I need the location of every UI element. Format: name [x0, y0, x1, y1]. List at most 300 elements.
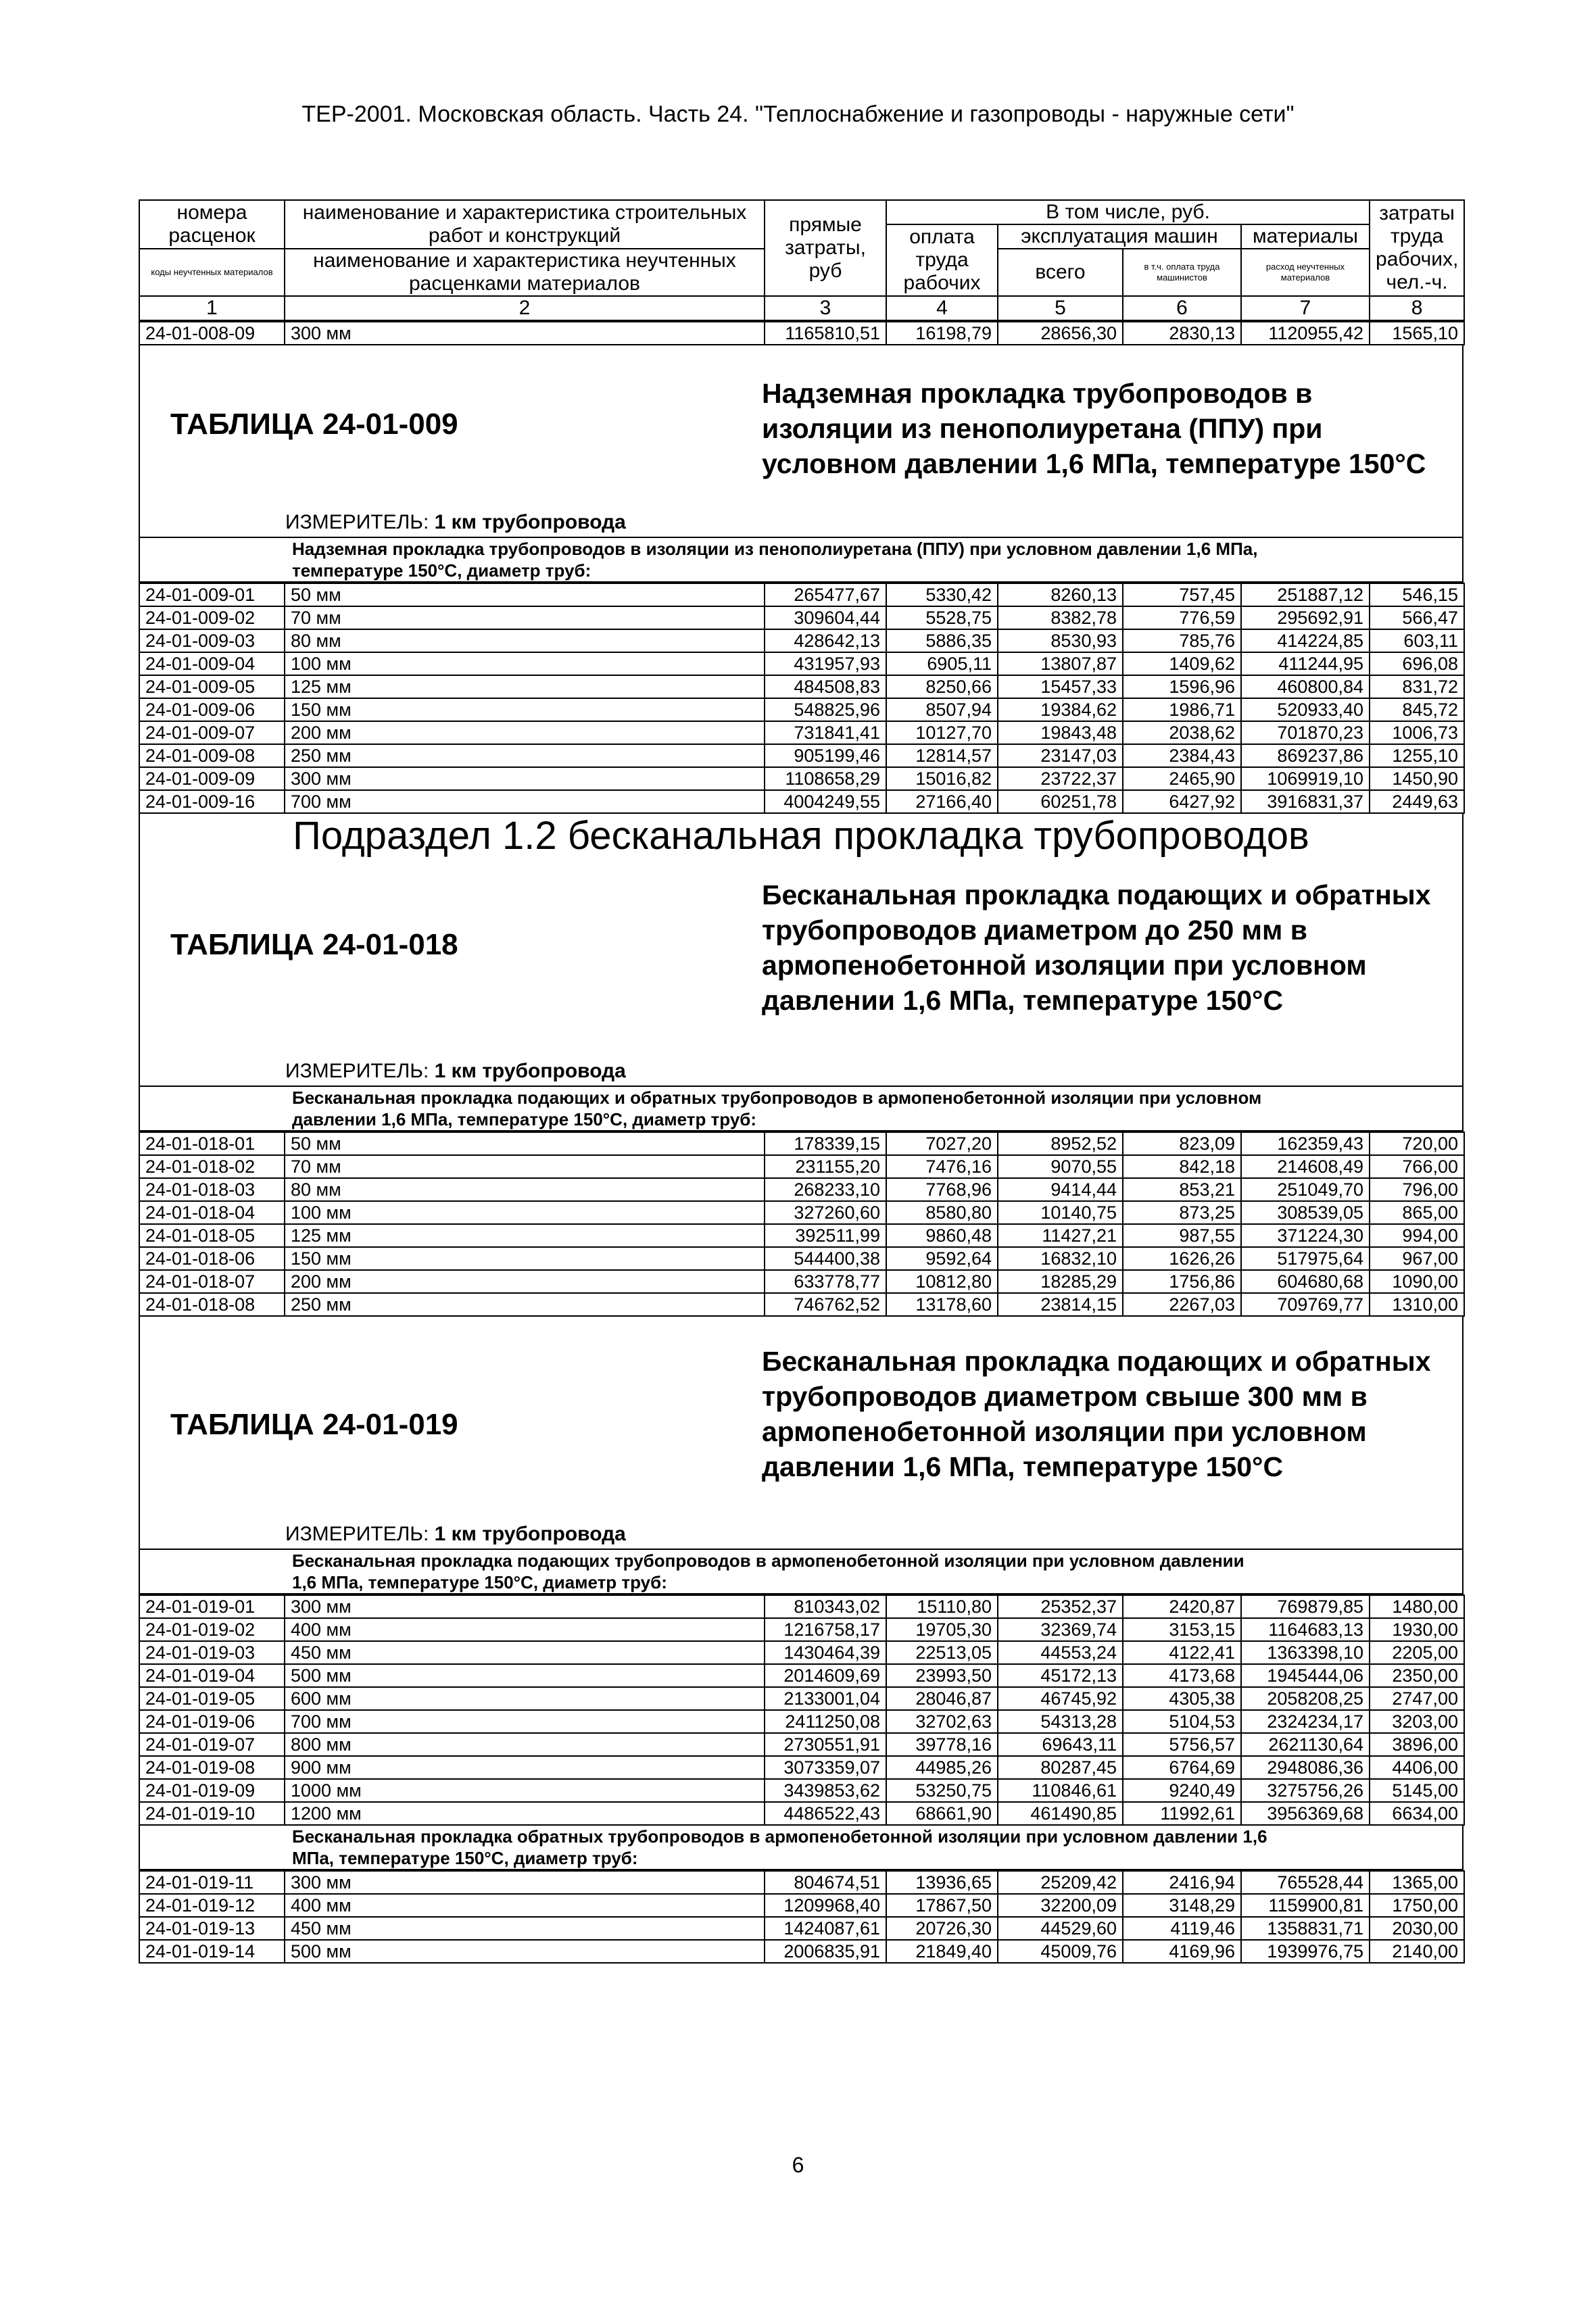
value-cell: 23722,37 [998, 767, 1123, 790]
value-cell: 769879,85 [1241, 1595, 1370, 1618]
table-row [139, 1641, 1464, 1664]
diameter-cell: 200 мм [285, 1270, 765, 1293]
value-cell: 11427,21 [998, 1224, 1123, 1247]
rate-code-cell: 24-01-009-03 [139, 629, 285, 652]
value-cell: 25209,42 [998, 1871, 1123, 1894]
table-row [139, 583, 1464, 606]
value-cell: 905199,46 [765, 744, 886, 767]
value-cell: 2324234,17 [1241, 1710, 1370, 1733]
value-cell: 2058208,25 [1241, 1687, 1370, 1710]
value-cell: 4169,96 [1123, 1940, 1241, 1963]
value-cell: 2384,43 [1123, 744, 1241, 767]
value-cell: 13807,87 [998, 652, 1123, 675]
value-cell: 4004249,55 [765, 790, 886, 813]
col-number-1: 1 [139, 296, 285, 320]
value-cell: 8382,78 [998, 606, 1123, 629]
value-cell: 9592,64 [886, 1247, 998, 1270]
value-cell: 23993,50 [886, 1664, 998, 1687]
table-018-subheader: Бесканальная прокладка подающих и обратных трубопроводов в армопенобетонной изоляции при условном давлении 1,6 МПа, температуре 150°С, диаметр труб: [139, 1087, 1464, 1131]
value-cell: 4173,68 [1123, 1664, 1241, 1687]
table-row [139, 1687, 1464, 1710]
value-cell: 1756,86 [1123, 1270, 1241, 1293]
value-cell: 22513,05 [886, 1641, 998, 1664]
value-cell: 8250,66 [886, 675, 998, 698]
value-cell: 251049,70 [1241, 1178, 1370, 1201]
value-cell: 2465,90 [1123, 767, 1241, 790]
value-cell: 15016,82 [886, 767, 998, 790]
diameter-cell: 400 мм [285, 1894, 765, 1917]
value-cell: 1209968,40 [765, 1894, 886, 1917]
rate-code-cell: 24-01-009-16 [139, 790, 285, 813]
value-cell: 8260,13 [998, 583, 1123, 606]
value-cell: 3956369,68 [1241, 1802, 1370, 1825]
table-row [139, 1710, 1464, 1733]
value-cell: 9860,48 [886, 1224, 998, 1247]
value-cell: 5330,42 [886, 583, 998, 606]
value-cell: 1424087,61 [765, 1917, 886, 1940]
value-cell: 2420,87 [1123, 1595, 1241, 1618]
table-009-measure: ИЗМЕРИТЕЛЬ: 1 км трубопровода [285, 511, 626, 533]
table-019-measure: ИЗМЕРИТЕЛЬ: 1 км трубопровода [285, 1523, 626, 1545]
value-cell: 5104,53 [1123, 1710, 1241, 1733]
value-cell: 60251,78 [998, 790, 1123, 813]
value-cell: 1365,00 [1370, 1871, 1464, 1894]
rate-code-cell: 24-01-019-13 [139, 1917, 285, 1940]
value-cell: 823,09 [1123, 1132, 1241, 1155]
value-cell: 3916831,37 [1241, 790, 1370, 813]
table-row [139, 1664, 1464, 1687]
rate-code-cell: 24-01-018-08 [139, 1293, 285, 1316]
value-cell: 2411250,08 [765, 1710, 886, 1733]
table-009-rows [139, 583, 1465, 814]
value-cell: 5145,00 [1370, 1779, 1464, 1802]
rate-code-cell: 24-01-018-06 [139, 1247, 285, 1270]
value-cell: 967,00 [1370, 1247, 1464, 1270]
value-cell: 709769,77 [1241, 1293, 1370, 1316]
value-cell: 25352,37 [998, 1595, 1123, 1618]
table-row [139, 1871, 1464, 1894]
value-cell: 1165810,51 [765, 322, 886, 345]
value-cell: 1363398,10 [1241, 1641, 1370, 1664]
diameter-cell: 900 мм [285, 1756, 765, 1779]
rate-code-cell: 24-01-019-11 [139, 1871, 285, 1894]
value-cell: 1006,73 [1370, 721, 1464, 744]
diameter-cell: 250 мм [285, 744, 765, 767]
table-row [139, 790, 1464, 813]
value-cell: 2416,94 [1123, 1871, 1241, 1894]
value-cell: 45009,76 [998, 1940, 1123, 1963]
value-cell: 460800,84 [1241, 675, 1370, 698]
diameter-cell: 80 мм [285, 1178, 765, 1201]
value-cell: 1626,26 [1123, 1247, 1241, 1270]
diameter-cell: 450 мм [285, 1917, 765, 1940]
table-row [139, 1894, 1464, 1917]
diameter-cell: 100 мм [285, 652, 765, 675]
value-cell: 8507,94 [886, 698, 998, 721]
value-cell: 853,21 [1123, 1178, 1241, 1201]
value-cell: 27166,40 [886, 790, 998, 813]
rate-code-cell: 24-01-019-09 [139, 1779, 285, 1802]
value-cell: 865,00 [1370, 1201, 1464, 1224]
value-cell: 6427,92 [1123, 790, 1241, 813]
value-cell: 994,00 [1370, 1224, 1464, 1247]
diameter-cell: 300 мм [285, 1595, 765, 1618]
value-cell: 19384,62 [998, 698, 1123, 721]
value-cell: 309604,44 [765, 606, 886, 629]
value-cell: 785,76 [1123, 629, 1241, 652]
rate-code-cell: 24-01-009-04 [139, 652, 285, 675]
value-cell: 17867,50 [886, 1894, 998, 1917]
value-cell: 1430464,39 [765, 1641, 886, 1664]
table-019-subheader-2: Бесканальная прокладка обратных трубопроводов в армопенобетонной изоляции при условном давлении 1,6 МПа, температуре 150°С, диаметр труб: [139, 1826, 1464, 1870]
table-019-heading [139, 1317, 1464, 1550]
rate-code-cell: 24-01-019-10 [139, 1802, 285, 1825]
rate-code-cell: 24-01-019-14 [139, 1940, 285, 1963]
value-cell: 796,00 [1370, 1178, 1464, 1201]
value-cell: 520933,40 [1241, 698, 1370, 721]
col-header-4: оплата труда рабочих [886, 224, 998, 296]
table-row [139, 1733, 1464, 1756]
value-cell: 110846,61 [998, 1779, 1123, 1802]
diameter-cell: 125 мм [285, 1224, 765, 1247]
value-cell: 3073359,07 [765, 1756, 886, 1779]
diameter-cell: 600 мм [285, 1687, 765, 1710]
value-cell: 810343,02 [765, 1595, 886, 1618]
diameter-cell: 300 мм [285, 767, 765, 790]
value-cell: 1565,10 [1370, 322, 1464, 345]
table-row [139, 606, 1464, 629]
value-cell: 12814,57 [886, 744, 998, 767]
table-row [139, 698, 1464, 721]
value-cell: 308539,05 [1241, 1201, 1370, 1224]
diameter-cell: 700 мм [285, 1710, 765, 1733]
table-row [139, 1178, 1464, 1201]
value-cell: 7768,96 [886, 1178, 998, 1201]
value-cell: 251887,12 [1241, 583, 1370, 606]
value-cell: 3148,29 [1123, 1894, 1241, 1917]
diameter-cell: 800 мм [285, 1733, 765, 1756]
value-cell: 32369,74 [998, 1618, 1123, 1641]
value-cell: 4122,41 [1123, 1641, 1241, 1664]
value-cell: 15457,33 [998, 675, 1123, 698]
value-cell: 461490,85 [998, 1802, 1123, 1825]
col-number-7: 7 [1241, 296, 1370, 320]
value-cell: 23814,15 [998, 1293, 1123, 1316]
value-cell: 411244,95 [1241, 652, 1370, 675]
value-cell: 32200,09 [998, 1894, 1123, 1917]
value-cell: 845,72 [1370, 698, 1464, 721]
value-cell: 327260,60 [765, 1201, 886, 1224]
table-009-subheader: Надземная прокладка трубопроводов в изоляции из пенополиуретана (ППУ) при условном давлении 1,6 МПа, температуре 150°С, диаметр труб: [139, 538, 1464, 583]
col-header-5-sub: всего [998, 249, 1123, 296]
diameter-cell: 150 мм [285, 698, 765, 721]
value-cell: 633778,77 [765, 1270, 886, 1293]
table-row [139, 1618, 1464, 1641]
rate-code-cell: 24-01-018-05 [139, 1224, 285, 1247]
diameter-cell: 70 мм [285, 606, 765, 629]
value-cell: 1939976,75 [1241, 1940, 1370, 1963]
table-row [139, 1802, 1464, 1825]
diameter-cell: 400 мм [285, 1618, 765, 1641]
value-cell: 804674,51 [765, 1871, 886, 1894]
col-number-5: 5 [998, 296, 1123, 320]
value-cell: 731841,41 [765, 721, 886, 744]
table-019-title: Бесканальная прокладка подающих и обратных трубопроводов диаметром свыше 300 мм в армопенобетонной изоляции при условном давлении 1,6 МПа, температуре 150°С [762, 1346, 1431, 1482]
rate-code-cell: 24-01-009-08 [139, 744, 285, 767]
table-row [139, 1917, 1464, 1940]
diameter-cell: 150 мм [285, 1247, 765, 1270]
value-cell: 32702,63 [886, 1710, 998, 1733]
diameter-cell: 1000 мм [285, 1779, 765, 1802]
rate-code-cell: 24-01-009-05 [139, 675, 285, 698]
table-018-measure: ИЗМЕРИТЕЛЬ: 1 км трубопровода [285, 1060, 626, 1082]
table-row [139, 675, 1464, 698]
diameter-cell: 1200 мм [285, 1802, 765, 1825]
value-cell: 44529,60 [998, 1917, 1123, 1940]
table-row [139, 629, 1464, 652]
value-cell: 178339,15 [765, 1132, 886, 1155]
value-cell: 11992,61 [1123, 1802, 1241, 1825]
value-cell: 7476,16 [886, 1155, 998, 1178]
value-cell: 1986,71 [1123, 698, 1241, 721]
value-cell: 1164683,13 [1241, 1618, 1370, 1641]
value-cell: 23147,03 [998, 744, 1123, 767]
value-cell: 2030,00 [1370, 1917, 1464, 1940]
col-number-8: 8 [1370, 296, 1464, 320]
diameter-cell: 50 мм [285, 583, 765, 606]
table-row [139, 1940, 1464, 1963]
value-cell: 9070,55 [998, 1155, 1123, 1178]
value-cell: 1090,00 [1370, 1270, 1464, 1293]
value-cell: 765528,44 [1241, 1871, 1370, 1894]
value-cell: 8952,52 [998, 1132, 1123, 1155]
value-cell: 15110,80 [886, 1595, 998, 1618]
value-cell: 2730551,91 [765, 1733, 886, 1756]
table-019-rows [139, 1594, 1465, 1826]
value-cell: 869237,86 [1241, 744, 1370, 767]
value-cell: 18285,29 [998, 1270, 1123, 1293]
value-cell: 265477,67 [765, 583, 886, 606]
value-cell: 5756,57 [1123, 1733, 1241, 1756]
value-cell: 987,55 [1123, 1224, 1241, 1247]
rate-code-cell: 24-01-009-07 [139, 721, 285, 744]
value-cell: 19843,48 [998, 721, 1123, 744]
rate-code-cell: 24-01-019-01 [139, 1595, 285, 1618]
rate-code-cell: 24-01-018-01 [139, 1132, 285, 1155]
value-cell: 8580,80 [886, 1201, 998, 1224]
value-cell: 2621130,64 [1241, 1733, 1370, 1756]
col-header-including: В том числе, руб. [886, 200, 1370, 224]
value-cell: 46745,92 [998, 1687, 1123, 1710]
table-018-code: ТАБЛИЦА 24-01-018 [170, 928, 458, 961]
value-cell: 2038,62 [1123, 721, 1241, 744]
value-cell: 696,08 [1370, 652, 1464, 675]
value-cell: 776,59 [1123, 606, 1241, 629]
table-row [139, 1247, 1464, 1270]
value-cell: 39778,16 [886, 1733, 998, 1756]
value-cell: 2140,00 [1370, 1940, 1464, 1963]
rate-code-cell: 24-01-009-06 [139, 698, 285, 721]
diameter-cell: 300 мм [285, 1871, 765, 1894]
rate-code-cell: 24-01-009-02 [139, 606, 285, 629]
value-cell: 746762,52 [765, 1293, 886, 1316]
value-cell: 1310,00 [1370, 1293, 1464, 1316]
col-header-1: номера расценок [139, 200, 285, 249]
value-cell: 431957,93 [765, 652, 886, 675]
value-cell: 484508,83 [765, 675, 886, 698]
col-header-5: эксплуатация машин [998, 224, 1241, 249]
value-cell: 546,15 [1370, 583, 1464, 606]
diameter-cell: 250 мм [285, 1293, 765, 1316]
value-cell: 6634,00 [1370, 1802, 1464, 1825]
value-cell: 3439853,62 [765, 1779, 886, 1802]
value-cell: 3275756,26 [1241, 1779, 1370, 1802]
value-cell: 8530,93 [998, 629, 1123, 652]
value-cell: 10140,75 [998, 1201, 1123, 1224]
diameter-cell: 80 мм [285, 629, 765, 652]
value-cell: 10812,80 [886, 1270, 998, 1293]
value-cell: 548825,96 [765, 698, 886, 721]
value-cell: 428642,13 [765, 629, 886, 652]
col-number-3: 3 [765, 296, 886, 320]
col-header-2: наименование и характеристика строительных работ и конструкций [285, 200, 765, 249]
rate-code-cell: 24-01-019-03 [139, 1641, 285, 1664]
value-cell: 68661,90 [886, 1802, 998, 1825]
value-cell: 4486522,43 [765, 1802, 886, 1825]
value-cell: 371224,30 [1241, 1224, 1370, 1247]
value-cell: 3203,00 [1370, 1710, 1464, 1733]
value-cell: 28656,30 [998, 322, 1123, 345]
value-cell: 9240,49 [1123, 1779, 1241, 1802]
value-cell: 45172,13 [998, 1664, 1123, 1687]
table-row [139, 767, 1464, 790]
value-cell: 7027,20 [886, 1132, 998, 1155]
diameter-cell: 70 мм [285, 1155, 765, 1178]
table-019-rows-2 [139, 1870, 1465, 1964]
table-row [139, 1293, 1464, 1316]
table-row [139, 1779, 1464, 1802]
value-cell: 544400,38 [765, 1247, 886, 1270]
value-cell: 9414,44 [998, 1178, 1123, 1201]
value-cell: 53250,75 [886, 1779, 998, 1802]
document-body [139, 199, 1464, 1964]
table-018-title: Бесканальная прокладка подающих и обратных трубопроводов диаметром до 250 мм в армопенобетонной изоляции при условном давлении 1,6 МПа, температуре 150°С [762, 879, 1431, 1016]
value-cell: 1945444,06 [1241, 1664, 1370, 1687]
rate-code-cell: 24-01-019-02 [139, 1618, 285, 1641]
value-cell: 28046,87 [886, 1687, 998, 1710]
value-cell: 4406,00 [1370, 1756, 1464, 1779]
rate-code-cell: 24-01-018-04 [139, 1201, 285, 1224]
table-019-subheader: Бесканальная прокладка подающих трубопроводов в армопенобетонной изоляции при условном давлении 1,6 МПа, температуре 150°С, диаметр труб: [139, 1550, 1464, 1594]
col-header-3: прямые затраты, руб [765, 200, 886, 296]
value-cell: 44985,26 [886, 1756, 998, 1779]
table-009-title: Надземная прокладка трубопроводов в изоляции из пенополиуретана (ППУ) при условном давлении 1,6 МПа, температуре 150°С [762, 378, 1426, 479]
table-row [139, 322, 1464, 345]
value-cell: 1120955,42 [1241, 322, 1370, 345]
value-cell: 54313,28 [998, 1710, 1123, 1733]
rate-code-cell: 24-01-009-01 [139, 583, 285, 606]
value-cell: 1930,00 [1370, 1618, 1464, 1641]
table-row [139, 652, 1464, 675]
table-018-rows [139, 1131, 1465, 1317]
rate-code-cell: 24-01-018-07 [139, 1270, 285, 1293]
rate-code-cell: 24-01-019-04 [139, 1664, 285, 1687]
diameter-cell: 500 мм [285, 1940, 765, 1963]
diameter-cell: 450 мм [285, 1641, 765, 1664]
value-cell: 162359,43 [1241, 1132, 1370, 1155]
table-009-code: ТАБЛИЦА 24-01-009 [170, 408, 458, 441]
value-cell: 2747,00 [1370, 1687, 1464, 1710]
rate-code-cell: 24-01-018-02 [139, 1155, 285, 1178]
value-cell: 2133001,04 [765, 1687, 886, 1710]
value-cell: 295692,91 [1241, 606, 1370, 629]
col-header-2-sub: наименование и характеристика неучтенных расценками материалов [285, 249, 765, 296]
value-cell: 16198,79 [886, 322, 998, 345]
value-cell: 2205,00 [1370, 1641, 1464, 1664]
value-cell: 19705,30 [886, 1618, 998, 1641]
value-cell: 757,45 [1123, 583, 1241, 606]
value-cell: 2014609,69 [765, 1664, 886, 1687]
rate-code-cell: 24-01-019-08 [139, 1756, 285, 1779]
value-cell: 214608,49 [1241, 1155, 1370, 1178]
value-cell: 414224,85 [1241, 629, 1370, 652]
diameter-cell: 125 мм [285, 675, 765, 698]
value-cell: 10127,70 [886, 721, 998, 744]
value-cell: 766,00 [1370, 1155, 1464, 1178]
value-cell: 1409,62 [1123, 652, 1241, 675]
value-cell: 1069919,10 [1241, 767, 1370, 790]
value-cell: 69643,11 [998, 1733, 1123, 1756]
value-cell: 3896,00 [1370, 1733, 1464, 1756]
rate-code-cell: 24-01-019-07 [139, 1733, 285, 1756]
value-cell: 873,25 [1123, 1201, 1241, 1224]
column-header-table [139, 199, 1465, 321]
table-row [139, 1201, 1464, 1224]
value-cell: 604680,68 [1241, 1270, 1370, 1293]
value-cell: 13936,65 [886, 1871, 998, 1894]
value-cell: 2449,63 [1370, 790, 1464, 813]
diameter-cell: 700 мм [285, 790, 765, 813]
value-cell: 80287,45 [998, 1756, 1123, 1779]
value-cell: 20726,30 [886, 1917, 998, 1940]
value-cell: 2948086,36 [1241, 1756, 1370, 1779]
value-cell: 1480,00 [1370, 1595, 1464, 1618]
value-cell: 6764,69 [1123, 1756, 1241, 1779]
value-cell: 603,11 [1370, 629, 1464, 652]
rate-code-cell: 24-01-019-06 [139, 1710, 285, 1733]
table-row [139, 1595, 1464, 1618]
value-cell: 842,18 [1123, 1155, 1241, 1178]
value-cell: 1108658,29 [765, 767, 886, 790]
diameter-cell: 300 мм [285, 322, 765, 345]
col-header-7: материалы [1241, 224, 1370, 249]
subsection-title: Подраздел 1.2 бесканальная прокладка трубопроводов [139, 814, 1464, 864]
rows-first [139, 321, 1465, 345]
diameter-cell: 200 мм [285, 721, 765, 744]
page-header: ТЕР-2001. Московская область. Часть 24. "Теплоснабжение и газопроводы - наружные сети" [301, 101, 1295, 127]
value-cell: 1159900,81 [1241, 1894, 1370, 1917]
value-cell: 44553,24 [998, 1641, 1123, 1664]
value-cell: 6905,11 [886, 652, 998, 675]
table-019-code: ТАБЛИЦА 24-01-019 [170, 1408, 458, 1441]
value-cell: 2006835,91 [765, 1940, 886, 1963]
table-row [139, 1132, 1464, 1155]
value-cell: 831,72 [1370, 675, 1464, 698]
value-cell: 268233,10 [765, 1178, 886, 1201]
col-header-8: затраты труда рабочих, чел.-ч. [1370, 200, 1464, 296]
value-cell: 2350,00 [1370, 1664, 1464, 1687]
value-cell: 231155,20 [765, 1155, 886, 1178]
